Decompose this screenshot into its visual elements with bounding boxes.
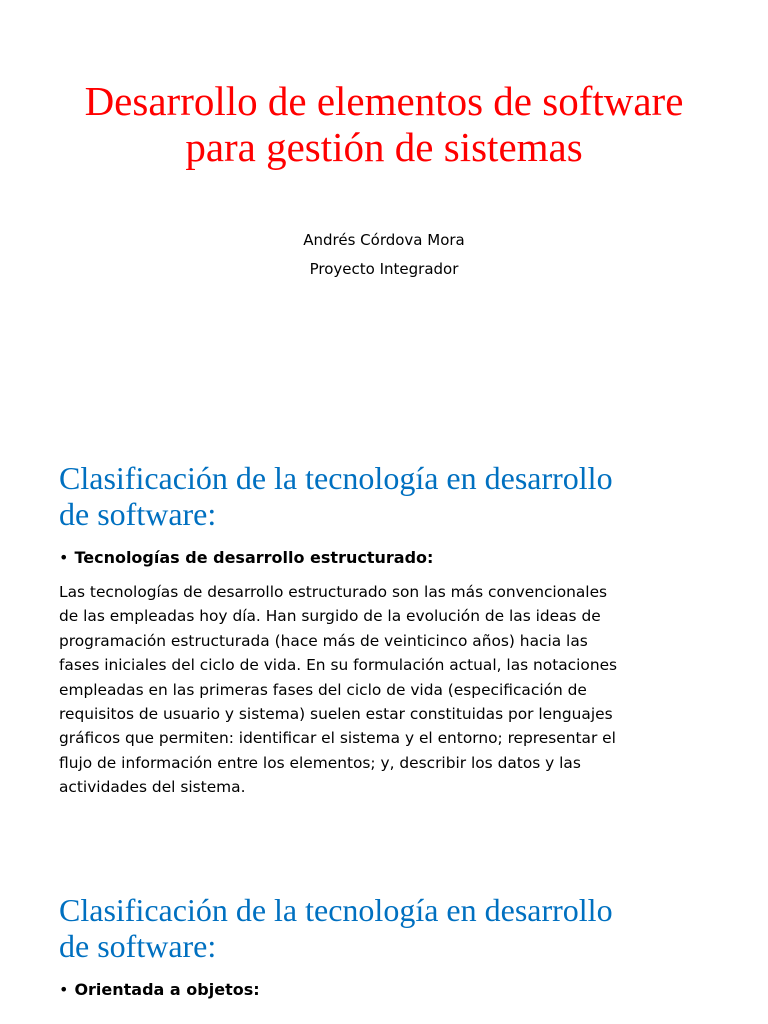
content-slide-structured	[0, 432, 768, 864]
heading-line: de software:	[59, 496, 217, 532]
paragraph-line: flujo de información entre los elementos; y, describir los datos y las	[59, 753, 581, 772]
bullet-dot-icon: •	[59, 980, 69, 999]
bullet-label: Tecnologías de desarrollo estructurado:	[74, 548, 434, 567]
author-name: Andrés Córdova Mora	[303, 231, 465, 249]
section-heading	[59, 460, 719, 532]
bullet-item	[59, 980, 719, 1000]
heading-line: de software:	[59, 928, 217, 964]
paragraph-line: Las tecnologías de desarrollo estructurado son las más convencionales	[59, 583, 608, 601]
bullet-item	[59, 548, 719, 568]
bullet-label: Orientada a objetos:	[74, 980, 260, 999]
bullet-dot-icon: •	[59, 548, 69, 567]
title-slide	[0, 0, 768, 432]
project-name: Proyecto Integrador	[309, 260, 459, 278]
paragraph-line: de las empleadas hoy día. Han surgido de la evolución de las ideas de	[59, 607, 601, 626]
paragraph-line: gráficos que permiten: identificar el sistema y el entorno; representar el	[59, 729, 616, 748]
paragraph-line: fases iniciales del ciclo de vida. En su formulación actual, las notaciones	[59, 656, 618, 675]
paragraph-line: requisitos de usuario y sistema) suelen estar constituidas por lenguajes	[59, 705, 613, 724]
heading-line: Clasificación de la tecnología en desarrollo	[59, 460, 613, 496]
paragraph-line: programación estructurada (hace más de veinticinco años) hacia las	[59, 631, 588, 650]
paragraph-line: actividades del sistema.	[59, 778, 246, 797]
heading-line: Clasificación de la tecnología en desarrollo	[59, 892, 613, 928]
presentation-title: Desarrollo de elementos de software para gestión de sistemas	[84, 78, 684, 170]
paragraph-line: empleadas en las primeras fases del ciclo de vida (especificación de	[59, 680, 587, 699]
paragraph	[59, 580, 719, 800]
content-slide-object-oriented	[0, 864, 768, 1024]
section-heading	[59, 892, 719, 964]
